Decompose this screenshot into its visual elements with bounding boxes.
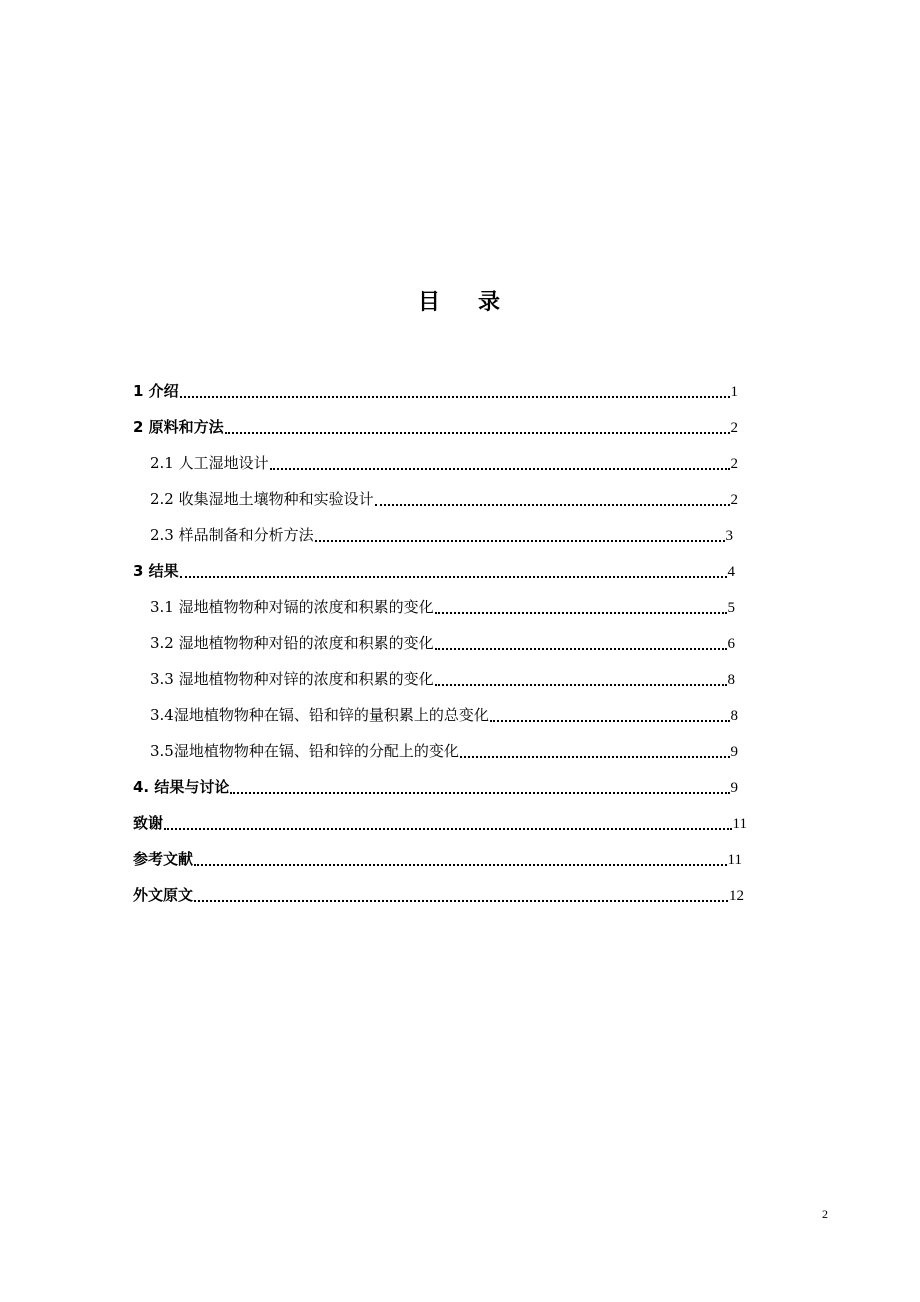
toc-entry-page: 3 bbox=[725, 528, 733, 544]
page-title bbox=[0, 285, 920, 316]
toc-leader-dots bbox=[230, 792, 729, 794]
toc-leader-dots bbox=[435, 612, 727, 614]
toc-entry-page: 6 bbox=[727, 636, 735, 652]
toc-entry-text: 2.1 人工湿地设计 bbox=[150, 454, 269, 472]
toc-entry bbox=[133, 882, 744, 908]
toc-entry-text: 致谢 bbox=[133, 814, 164, 832]
toc-entry bbox=[150, 666, 735, 692]
title-char-1: 目 bbox=[417, 290, 442, 315]
toc-leader-dots bbox=[435, 684, 727, 686]
toc-leader-dots bbox=[180, 576, 727, 578]
toc-entry bbox=[150, 594, 735, 620]
toc-entry-text: 2.2 收集湿地土壤物种和实验设计 bbox=[150, 490, 374, 508]
toc-entry-text: 3 结果 bbox=[133, 562, 179, 580]
toc-entry-page: 9 bbox=[730, 744, 738, 760]
toc-entry-text: 3.2 湿地植物物种对铅的浓度和积累的变化 bbox=[150, 634, 434, 652]
toc-leader-dots bbox=[164, 828, 732, 830]
toc-leader-dots bbox=[194, 864, 727, 866]
toc-entry bbox=[150, 702, 738, 728]
toc-entry bbox=[133, 846, 742, 872]
toc-leader-dots bbox=[435, 648, 727, 650]
toc-leader-dots bbox=[375, 504, 730, 506]
toc-leader-dots bbox=[315, 540, 725, 542]
toc-entry bbox=[150, 738, 738, 764]
toc-leader-dots bbox=[225, 432, 730, 434]
toc-entry bbox=[133, 558, 735, 584]
toc-entry-page: 8 bbox=[730, 708, 738, 724]
toc-entry-text: 参考文献 bbox=[133, 850, 194, 868]
toc-entry-page: 11 bbox=[727, 852, 742, 868]
toc-entry-text: 3.5湿地植物物种在镉、铅和锌的分配上的变化 bbox=[150, 742, 459, 760]
toc-leader-dots bbox=[460, 756, 730, 758]
toc-entry-text: 2.3 样品制备和分析方法 bbox=[150, 526, 314, 544]
toc-entry-page: 2 bbox=[730, 492, 738, 508]
toc-entry-page: 9 bbox=[730, 780, 738, 796]
toc-entry bbox=[133, 810, 747, 836]
toc-entry bbox=[133, 378, 738, 404]
toc-entry bbox=[150, 630, 735, 656]
page-number: 2 bbox=[822, 1207, 828, 1221]
toc-entry-text: 1 介绍 bbox=[133, 382, 179, 400]
toc-entry-text: 外文原文 bbox=[133, 886, 194, 904]
toc-entry-page: 5 bbox=[727, 600, 735, 616]
toc-entry-page: 2 bbox=[730, 456, 738, 472]
toc-entry-page: 4 bbox=[727, 564, 735, 580]
toc-entry-text: 4. 结果与讨论 bbox=[133, 778, 230, 796]
toc-entry bbox=[150, 450, 738, 476]
toc-leader-dots bbox=[270, 468, 730, 470]
toc-entry-page: 11 bbox=[732, 816, 747, 832]
toc-entry-text: 3.3 湿地植物物种对锌的浓度和积累的变化 bbox=[150, 670, 434, 688]
toc-entry bbox=[133, 414, 738, 440]
toc-leader-dots bbox=[180, 396, 730, 398]
toc-entry-text: 3.1 湿地植物物种对镉的浓度和积累的变化 bbox=[150, 598, 434, 616]
title-char-2: 录 bbox=[478, 290, 503, 315]
toc-entry bbox=[150, 522, 733, 548]
toc-entry-page: 2 bbox=[730, 420, 738, 436]
toc-entry-page: 12 bbox=[729, 888, 744, 904]
toc-leader-dots bbox=[194, 900, 728, 902]
toc-leader-dots bbox=[490, 720, 730, 722]
toc-entry-text: 2 原料和方法 bbox=[133, 418, 224, 436]
toc-entry-text: 3.4湿地植物物种在镉、铅和锌的量积累上的总变化 bbox=[150, 706, 489, 724]
toc-entry bbox=[133, 774, 738, 800]
toc-entry-page: 1 bbox=[730, 384, 738, 400]
toc-entry bbox=[150, 486, 738, 512]
toc-entry-page: 8 bbox=[727, 672, 735, 688]
